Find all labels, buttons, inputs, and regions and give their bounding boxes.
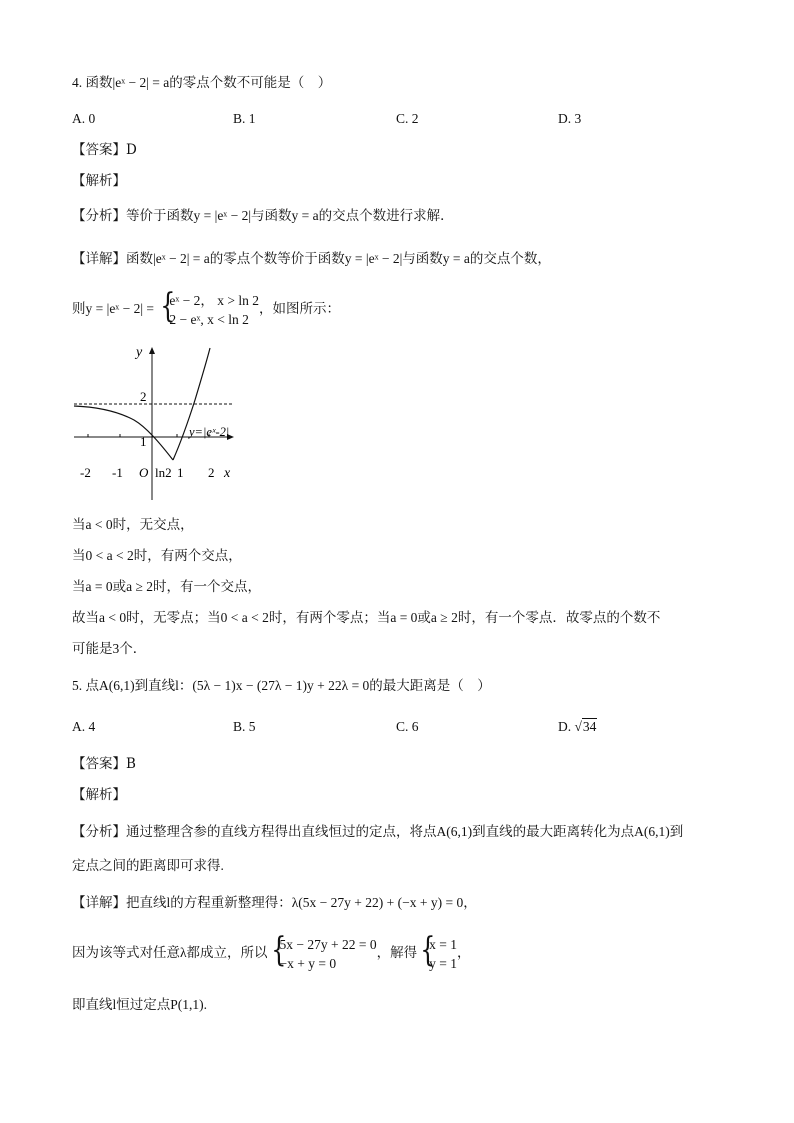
y-arrow-icon <box>149 347 155 354</box>
abs-exp-graph <box>64 340 248 506</box>
q4-case2: 当0 < a < 2时，有两个交点， <box>72 548 242 563</box>
curve-label: y=|eˣ-2| <box>189 425 230 439</box>
piece-2: 2 − eˣ, x < ln 2 <box>169 311 249 327</box>
tick-label-2y: 2 <box>140 389 147 404</box>
q5-fenxi-line2: 定点之间的距离即可求得. <box>72 858 224 873</box>
q4-xiangjie: 【详解】函数|eˣ − 2| = a的零点个数等价于函数y = |eˣ − 2|与函数y = a的交点个数， <box>72 251 551 266</box>
q5-option-b: B. 5 <box>233 719 256 734</box>
q4-piecewise <box>72 285 341 329</box>
piece-1: eˣ − 2， x > ln 2 <box>169 292 260 308</box>
q5-xiangjie: 【详解】把直线l的方程重新整理得：λ(5x − 27y + 22) + (−x + y) = 0， <box>72 895 477 910</box>
q5-fixed-point: 即直线l恒过定点P(1,1). <box>72 997 207 1012</box>
q5-answer: 【答案】B <box>72 756 136 772</box>
system-solution <box>417 929 458 973</box>
q5-system <box>72 929 471 973</box>
solution-x: x = 1 <box>429 936 458 952</box>
x-tick-label: 2 <box>208 465 215 480</box>
curve-left-branch <box>74 406 173 460</box>
q4-conclusion-line2: 可能是3个． <box>72 641 147 656</box>
x-tick-label: ln2 <box>155 465 172 480</box>
y-axis-label: y <box>136 345 143 360</box>
q5-option-d <box>558 718 597 736</box>
option-d-radicand: 34 <box>582 719 597 734</box>
x-tick-label: 1 <box>177 465 184 480</box>
q4-conclusion-line1: 故当a < 0时，无零点；当0 < a < 2时，有两个零点；当a = 0或a ≥ 2时，有一个零点．故零点的个数不 <box>72 610 661 625</box>
system-eq-2: −x + y = 0 <box>279 955 337 971</box>
brace-icon: { <box>270 929 286 970</box>
q4-option-c: C. 2 <box>396 111 419 126</box>
x-tick-label: -2 <box>80 465 91 480</box>
system-eq-1: 5x − 27y + 22 = 0 <box>279 936 377 952</box>
q4-option-d: D. 3 <box>558 111 582 126</box>
q5-option-c: C. 6 <box>396 719 419 734</box>
system-equations <box>268 929 377 973</box>
q4-option-a: A. 0 <box>72 111 96 126</box>
q5-fenxi-line1: 【分析】通过整理含参的直线方程得出直线恒过的定点，将点A(6,1)到直线的最大距离转化为点A(6,1)到 <box>72 824 684 839</box>
system-mid: ，解得 <box>376 945 418 960</box>
q4-option-b: B. 1 <box>233 111 256 126</box>
solution-y: y = 1 <box>429 955 458 971</box>
q5-stem: 5. 点A(6,1)到直线l：(5λ − 1)x − (27λ − 1)y + 22λ = 0的最大距离是（ ） <box>72 678 491 693</box>
piecewise-lead: 则y = |eˣ − 2| = <box>72 301 158 316</box>
q4-case1: 当a < 0时，无交点， <box>72 517 194 532</box>
x-tick-label: -1 <box>112 465 123 480</box>
x-axis-label: x <box>224 466 231 481</box>
sqrt-icon: √ <box>574 719 582 734</box>
q4-fenxi: 【分析】等价于函数y = |eˣ − 2|与函数y = a的交点个数进行求解． <box>72 208 454 223</box>
option-d-letter: D. <box>558 719 575 734</box>
q4-stem: 4. 函数|eˣ − 2| = a的零点个数不可能是（ ） <box>72 75 332 90</box>
q5-option-a: A. 4 <box>72 719 96 734</box>
q4-analysis-tag: 【解析】 <box>72 173 126 189</box>
system-tail: ， <box>457 945 471 960</box>
q4-case3: 当a = 0或a ≥ 2时，有一个交点， <box>72 579 262 594</box>
brace-icon: { <box>420 929 436 970</box>
piecewise-tail: ，如图所示： <box>259 301 341 316</box>
brace-icon: { <box>160 285 176 326</box>
q5-analysis-tag: 【解析】 <box>72 787 126 803</box>
q4-answer: 【答案】D <box>72 142 137 158</box>
origin-label: O <box>139 465 149 480</box>
piecewise-cases <box>157 285 260 329</box>
tick-label-1y: 1 <box>140 434 147 449</box>
system-lead: 因为该等式对任意λ都成立，所以 <box>72 945 268 960</box>
